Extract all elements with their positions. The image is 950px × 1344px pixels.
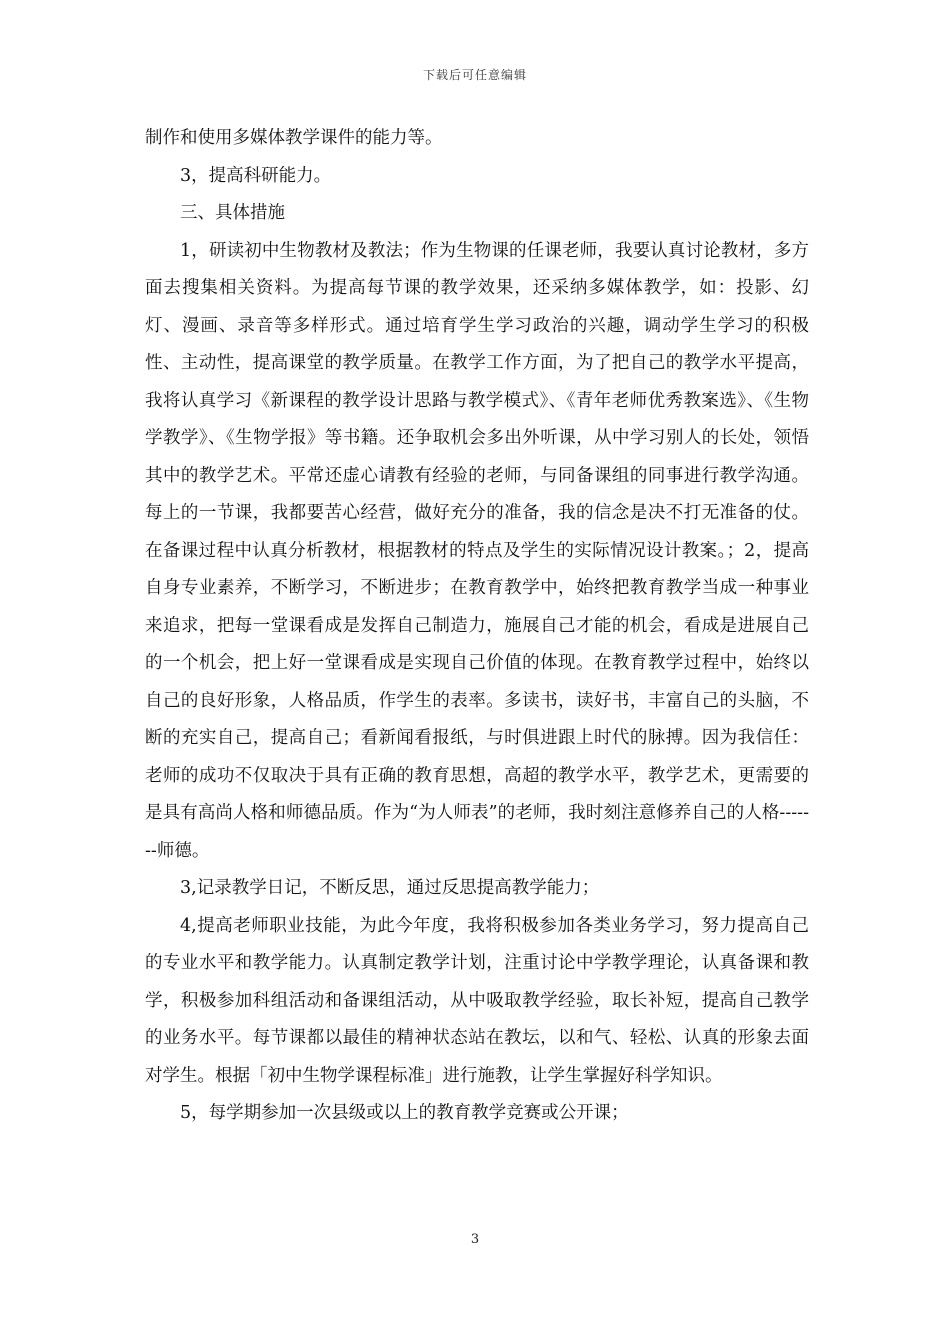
- paragraph-measure-1: 1，研读初中生物教材及教法；作为生物课的任课老师，我要认真讨论教材，多方面去搜集相关资料。为提高每节课的教学效果，还采纳多媒体教学，如：投影、幻灯、漫画、录音等多样形式。通过培育学生学习政治的兴趣，调动学生学习的积极性、主动性，提高课堂的教学质量。在教学工作方面，为了把自己的教学水平提高，我将认真学习《新课程的教学设计思路与教学模式》、《青年老师优秀教案选》、《生物学教学》、《生物学报》等书籍。还争取机会多出外听课，从中学习别人的长处，领悟其中的教学艺术。平常还虚心请教有经验的老师，与同备课组的同事进行教学沟通。每上的一节课，我都要苦心经营，做好充分的准备，我的信念是决不打无准备的仗。在备课过程中认真分析教材，根据教材的特点及学生的实际情况设计教案。；2，提高自身专业素养，不断学习，不断进步；在教育教学中，始终把教育教学当成一种事业来追求，把每一堂课看成是发挥自己制造力，施展自己才能的机会，看成是进展自己的一个机会，把上好一堂课看成是实现自己价值的体现。在教育教学过程中，始终以自己的良好形象，人格品质，作学生的表率。多读书，读好书，丰富自己的头脑，不断的充实自己，提高自己；看新闻看报纸，与时俱进跟上时代的脉搏。因为我信任：老师的成功不仅取决于具有正确的教育思想，高超的教学水平，教学艺术，更需要的是具有高尚人格和师德品质。作为“为人师表”的老师，我时刻注意修养自己的人格-------师德。: [145, 240, 809, 861]
- document-body: [145, 120, 809, 1133]
- paragraph-item-3: 3，提高科研能力。: [180, 165, 332, 186]
- page-header: 下载后可任意编辑: [422, 68, 527, 82]
- paragraph-continuation: 制作和使用多媒体教学课件的能力等。: [145, 128, 443, 148]
- page-number: 3: [470, 1232, 480, 1247]
- paragraph-measure-5: 5，每学期参加一次县级或以上的教育教学竞赛或公开课；: [180, 1103, 629, 1123]
- paragraph-measure-3: 3,记录教学日记，不断反思，通过反思提高教学能力；: [180, 878, 600, 898]
- paragraph-measure-4: 4,提高老师职业技能，为此今年度，我将积极参加各类业务学习，努力提高自己的专业水平和教学能力。认真制定教学计划，注重讨论中学教学理论，认真备课和教学，积极参加科组活动和备课组活动，从中吸取教学经验，取长补短，提高自己教学的业务水平。每节课都以最佳的精神状态站在教坛，以和气、轻松、认真的形象去面对学生。根据「初中生物学课程标准」进行施教，让学生掌握好科学知识。: [145, 915, 809, 1086]
- section-heading-measures: 三、具体措施: [180, 203, 285, 223]
